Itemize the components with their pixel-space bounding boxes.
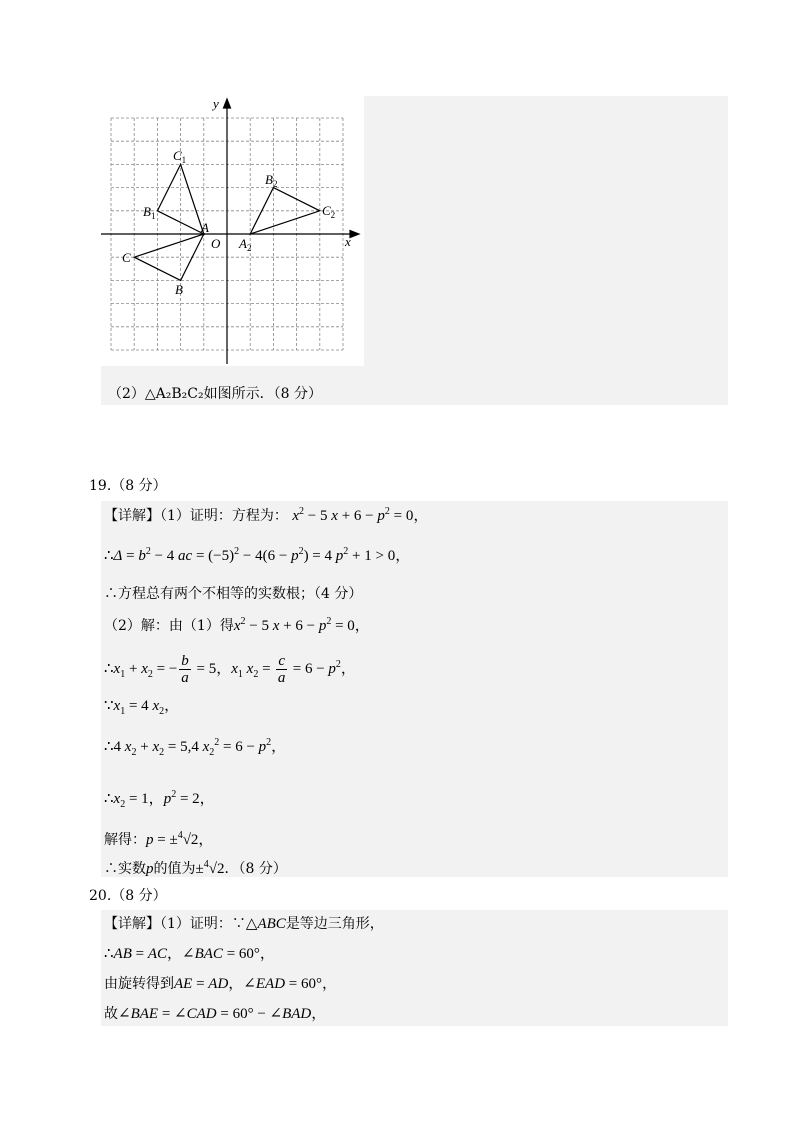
q20-line3: 由旋转得到AE = AD，∠EAD = 60°， [104, 976, 338, 992]
q20-header: 20.（8 分） [89, 888, 167, 904]
y-axis-label: y [213, 96, 219, 111]
label-a2: $A_2$ [239, 236, 252, 253]
equation-1: $x^2 - 5$ $x + 6 - p^2 = 0$， [292, 506, 429, 524]
label-b: B [175, 282, 183, 297]
q19-line2: ∴Δ = $b^2 - 4$ ac = $(-5)^2 - 4(6 - p^2) = 4$ $p^2 + 1 > 0$， [104, 546, 411, 564]
label-a: A [201, 220, 209, 235]
q19-header: 19.（8 分） [89, 478, 167, 494]
axes [101, 99, 359, 364]
q19-line1: 【详解】（1）证明：方程为： $x^2 - 5$ $x + 6 - p^2 = 0$， [104, 506, 429, 524]
q19-line7: ∴4 $x_2 + x_2 = 5,4$ $x_2^2 = 6 - p^2$， [104, 737, 287, 758]
fraction-c-a: $\frac{c}{a}$ [277, 653, 286, 686]
label-b1: $B_1$ [143, 204, 156, 221]
fraction-b-a: $\frac{b}{a}$ [181, 653, 189, 686]
label-c: C [122, 250, 131, 265]
q19-line10: ∴实数p的值为±$^4$√2．（8 分） [104, 859, 287, 877]
label-c2: $C_2$ [322, 203, 336, 220]
q19-line4: （2）解：由（1）得$x^2 - 5$ $x + 6 - p^2 = 0$， [104, 616, 370, 634]
q20-line2: ∴AB = AC，∠BAC = 60°， [104, 946, 275, 962]
solution-value: ±$^4$√2 [195, 859, 225, 877]
triangle-a2-b2-c2 [250, 188, 320, 234]
label-c1: $C_1$ [173, 148, 187, 165]
q19-line9: 解得：p = ±$^4$√2， [104, 830, 214, 848]
q20-line1: 【详解】（1）证明：∵△ABC是等边三角形， [104, 916, 384, 932]
q20-line4: 故∠BAE = ∠CAD = 60° − ∠BAD， [104, 1006, 327, 1022]
origin-label: O [211, 236, 221, 251]
coordinate-figure [101, 96, 364, 366]
x-axis-arrow [350, 231, 359, 238]
equation-2: $x^2 - 5$ $x + 6 - p^2 = 0$， [233, 616, 370, 634]
q19-line6: $\because x_1 = 4$ $x_2$， [104, 698, 180, 717]
coordinate-grid-svg [101, 96, 364, 366]
detail-tag: 【详解】 [104, 508, 160, 524]
q19-line5: $\therefore x_1 + x_2$ = − $\frac{b}{a}$ = 5，$x_1$ $x_2$ = $\frac{c}{a}$ = $6 - p^2$， [104, 653, 356, 686]
q19-line3: ∴方程总有两个不相等的实数根；（4 分） [104, 586, 363, 602]
solution-p: p = ±$^4$√2， [146, 830, 214, 848]
q19-line8: $\therefore x_2 = 1$，$p^2 = 2$， [104, 789, 215, 810]
y-axis-arrow [224, 99, 231, 108]
q18-part2: （2）△A₂B₂C₂如图所示．（8 分） [108, 386, 322, 402]
x-axis-label: x [345, 234, 351, 249]
label-b2: $B_2$ [265, 172, 278, 189]
detail-tag: 【详解】 [104, 916, 160, 932]
